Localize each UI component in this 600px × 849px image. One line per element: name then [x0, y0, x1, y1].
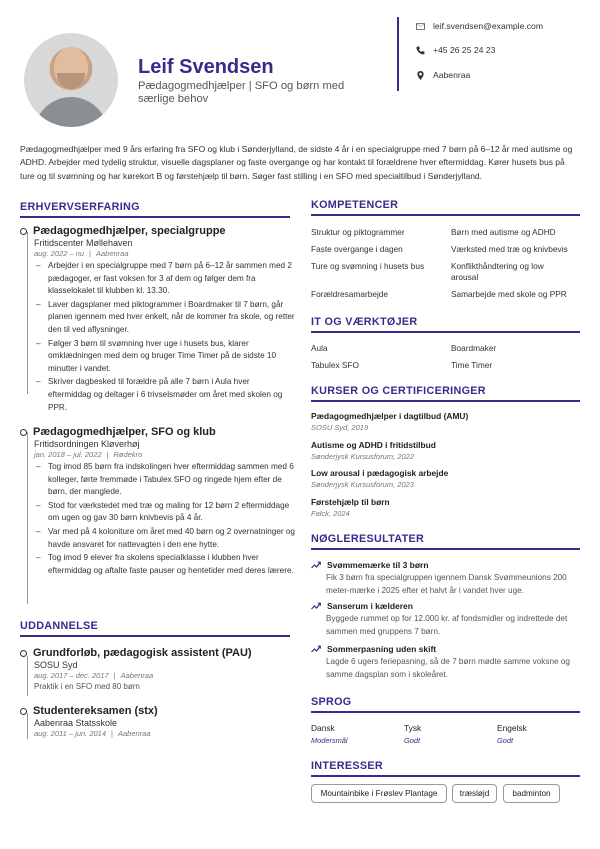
email-text: leif.svendsen@example.com — [433, 21, 543, 31]
achievement-title: Sommerpasning uden skift — [327, 644, 437, 654]
candidate-title: Pædagogmedhjælper | SFO og børn med særlige behov — [138, 80, 345, 105]
courses-heading: KURSER OG CERTIFICERINGER — [311, 385, 486, 397]
job-bullets — [34, 260, 295, 414]
languages-heading: SPROG — [311, 696, 352, 708]
job-bullet: – Arbejder i en specialgruppe med 7 børn på 6–12 år sammen med 2 pædagoger, er fast voksen for 3 af dem og følger dem fra klasselokalet til klubben kl. 13.30. — [34, 260, 295, 298]
job-meta: jan. 2018 – jul. 2022 | Rødekro — [34, 450, 143, 459]
trend-up-icon — [311, 602, 321, 610]
tool-item: Tabulex SFO — [311, 360, 359, 370]
achievement-item — [311, 560, 581, 597]
skill-item: Værksted med træ og knivbevis — [451, 244, 568, 254]
interests-rule — [311, 775, 580, 777]
course-title: Low arousal i pædagogisk arbejde — [311, 468, 449, 478]
tools-grid — [311, 343, 581, 371]
education-title: Studentereksamen (stx) — [33, 705, 158, 717]
job-bullet: – Tog imod 9 elever fra skolens specialklasse i klubben hver eftermiddag og aftalte faste pauser og hentetider med deres lærere. — [34, 552, 295, 577]
interest-tag: træsløjd — [452, 784, 497, 803]
job-entry — [20, 225, 295, 415]
job-bullet: – Laver dagsplaner med piktogrammer i Boardmaker til 7 børn, går planen igennem med hver enkelt, når de kommer fra skole, og retter den til ved aflysninger. — [34, 299, 295, 337]
achievement-desc: Fik 3 børn fra specialgruppen igennem Dansk Svømmeunions 200 meter-mærke i 2025 efter et halvt år i vandet hver uge. — [326, 573, 567, 595]
skills-rule — [311, 214, 580, 216]
education-heading: UDDANNELSE — [20, 620, 98, 632]
course-sub: Falck, 2024 — [311, 509, 350, 518]
job-bullet: – Var med på 4 koloniture om året med 40 børn og 2 overnatninger og havde ansvaret for nattevagten i den ene hytte. — [34, 526, 295, 551]
tool-item: Time Timer — [451, 360, 493, 370]
photo-beard — [57, 73, 85, 89]
skill-item: Forældresamarbejde — [311, 289, 389, 299]
achievements-rule — [311, 548, 580, 550]
language-level: Godt — [497, 736, 514, 745]
education-meta: aug. 2011 – jun. 2014 | Aabenraa — [34, 729, 151, 738]
education-org: SOSU Syd — [34, 660, 78, 670]
education-entry — [20, 647, 295, 691]
course-title: Førstehjælp til børn — [311, 497, 390, 507]
achievement-desc: Lagde 6 ugers feriepasning, så de 7 børn mødte samme voksne og samme dagsplan som i skoleåret. — [326, 657, 570, 679]
job-bullet: – Skriver dagbesked til forældre på alle 7 børn i Aula hver eftermiddag og deltager i 6 trivselsmøder om året med skolen og PPR. — [34, 376, 295, 414]
education-note: Praktik i en SFO med 80 børn — [34, 682, 140, 691]
course-sub: Sønderjysk Kursusforum, 2022 — [311, 452, 414, 461]
photo-shirt — [34, 97, 108, 127]
tool-item: Aula — [311, 343, 328, 353]
achievement-item — [311, 601, 581, 638]
job-entry — [20, 426, 295, 578]
location-text: Aabenraa — [433, 70, 471, 80]
job-dates: jan. 2018 – jul. 2022 — [34, 450, 102, 459]
contact-phone[interactable] — [416, 45, 495, 55]
courses-rule — [311, 400, 580, 402]
timeline-dot — [20, 650, 27, 657]
job-bullets — [34, 461, 295, 577]
tools-rule — [311, 331, 580, 333]
tool-item: Boardmaker — [451, 343, 497, 353]
skills-heading: KOMPETENCER — [311, 199, 399, 211]
email-icon — [416, 22, 425, 31]
profile-summary: Pædagogmedhjælper med 9 års erfaring fra SFO og klub i Sønderjylland, de sidste 4 år i en specialgruppe med 7 børn på 6–12 år med autisme og ADHD. Arbejder med tydelig struktur, visuelle dagsplaner og faste overgange og har kontakt til forældrene hver eftermiddag. Kører husets bus på ture og til svømning og har kørekort B og førstehjælp til børn. Søger fast stilling i en SFO med specialtilbud i Sønderjylland. — [20, 144, 573, 181]
course-title: Pædagogmedhjælper i dagtilbud (AMU) — [311, 411, 469, 421]
contact-email[interactable] — [416, 21, 543, 31]
phone-icon — [416, 46, 425, 55]
language-item — [404, 723, 421, 745]
course-item — [311, 440, 436, 461]
languages-rule — [311, 711, 580, 713]
job-bullet: – Følger 3 børn til svømning hver uge i husets bus, klarer omklædningen med dem og bruger Time Timer på de sidste 10 minutter i vandet. — [34, 338, 295, 376]
job-org: Fritidsordningen Kløverhøj — [34, 439, 140, 449]
skill-item: Konflikthåndtering og low arousal — [451, 261, 544, 282]
job-org: Fritidscenter Møllehaven — [34, 238, 133, 248]
contact-location — [416, 70, 470, 80]
achievement-title: Svømmemærke til 3 børn — [327, 560, 429, 570]
education-title: Grundforløb, pædagogisk assistent (PAU) — [33, 647, 252, 659]
job-dates: aug. 2022 – nu — [34, 249, 85, 258]
language-name: Dansk — [311, 723, 335, 733]
language-item — [311, 723, 348, 745]
education-entry — [20, 705, 295, 738]
job-bullet: – Stod for værkstedet med træ og maling for 12 børn 2 eftermiddage om ugen og gav 30 børn knivbevis på 4 år. — [34, 500, 295, 525]
timeline-dot — [20, 708, 27, 715]
skill-item: Struktur og piktogrammer — [311, 227, 405, 237]
education-meta: aug. 2017 – dec. 2017 | Aabenraa — [34, 671, 154, 680]
job-bullet: – Tog imod 85 børn fra indskolingen hver eftermiddag sammen med 6 kolleger, førte fremmøde i Tabulex SFO og ringede hjem efter de børn, der manglede. — [34, 461, 295, 499]
achievement-item — [311, 644, 581, 681]
skill-item: Ture og svømning i husets bus — [311, 261, 425, 271]
trend-up-icon — [311, 645, 321, 653]
education-dates: aug. 2017 – dec. 2017 — [34, 671, 109, 680]
job-title: Pædagogmedhjælper, SFO og klub — [33, 426, 216, 438]
language-name: Tysk — [404, 723, 422, 733]
language-level: Modersmål — [311, 736, 348, 745]
phone-text: +45 26 25 24 23 — [433, 45, 496, 55]
course-item — [311, 468, 448, 489]
timeline-dot — [20, 228, 27, 235]
achievement-title: Sanserum i kælderen — [327, 601, 413, 611]
location-icon — [416, 71, 425, 80]
education-place: Aabenraa — [120, 671, 154, 680]
timeline-dot — [20, 429, 27, 436]
candidate-name: Leif Svendsen — [138, 56, 274, 78]
experience-heading: ERHVERVSERFARING — [20, 201, 140, 213]
course-title: Autisme og ADHD i fritidstilbud — [311, 440, 436, 450]
skill-item: Børn med autisme og ADHD — [451, 227, 556, 237]
achievements-heading: NØGLERESULTATER — [311, 533, 425, 545]
course-item — [311, 411, 468, 432]
tools-heading: IT OG VÆRKTØJER — [311, 316, 418, 328]
language-item — [497, 723, 527, 745]
job-place: Aabenraa — [96, 249, 129, 258]
course-sub: Sønderjysk Kursusforum, 2023 — [311, 480, 414, 489]
course-item — [311, 497, 390, 518]
education-place: Aabenraa — [117, 729, 151, 738]
job-meta: aug. 2022 – nu | Aabenraa — [34, 249, 129, 258]
skills-grid — [311, 227, 581, 300]
achievement-desc: Byggede rummet op for 12.000 kr. af fondsmidler og indrettede det sammen med gruppens 7 børn. — [326, 614, 568, 636]
course-sub: SOSU Syd, 2019 — [311, 423, 369, 432]
job-title: Pædagogmedhjælper, specialgruppe — [33, 225, 226, 237]
education-dates: aug. 2011 – jun. 2014 — [34, 729, 107, 738]
education-rule — [20, 635, 290, 637]
experience-rule — [20, 216, 290, 218]
education-org: Aabenraa Statsskole — [34, 718, 118, 728]
profile-photo — [24, 33, 118, 127]
interests-heading: INTERESSER — [311, 760, 383, 772]
job-place: Rødekro — [113, 450, 143, 459]
skill-item: Samarbejde med skole og PPR — [451, 289, 567, 299]
skill-item: Faste overgange i dagen — [311, 244, 403, 254]
trend-up-icon — [311, 561, 321, 569]
interest-tag: badminton — [503, 784, 560, 803]
header-divider — [397, 17, 399, 91]
language-level: Godt — [404, 736, 421, 745]
language-name: Engelsk — [497, 723, 527, 733]
interest-tag: Mountainbike i Frøslev Plantage — [311, 784, 447, 803]
